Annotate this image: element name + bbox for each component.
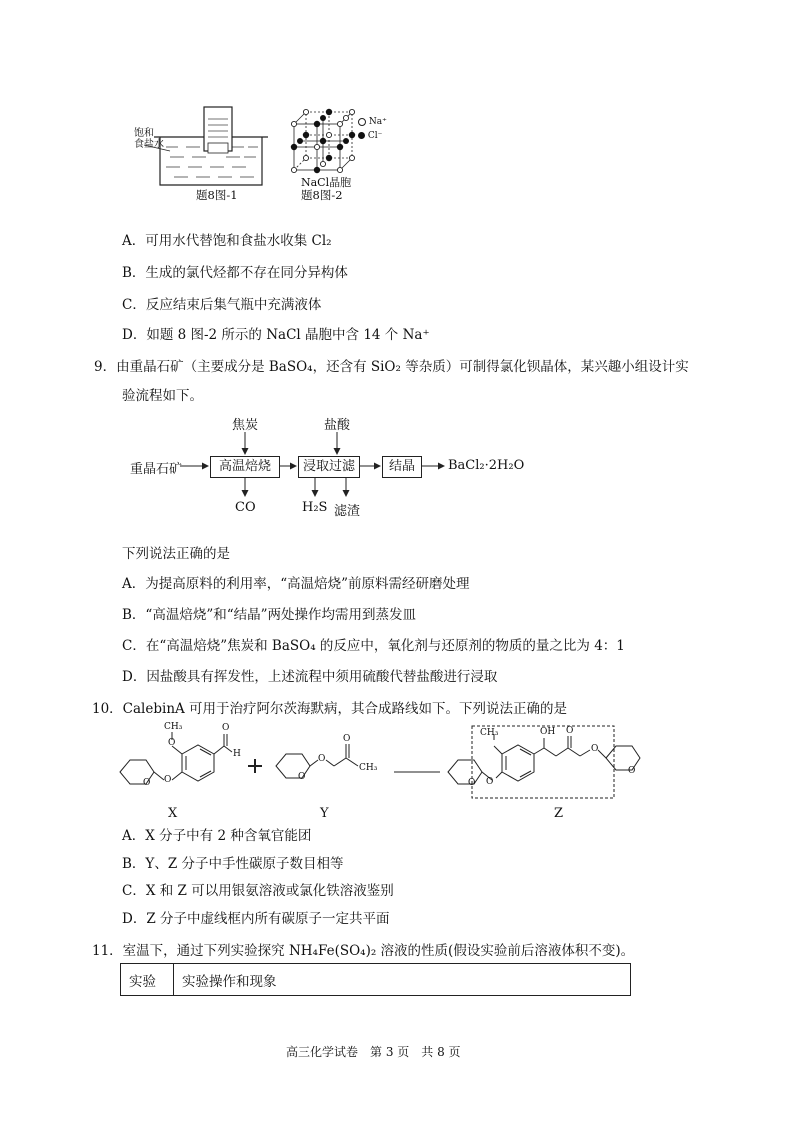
flow-output-co: CO	[235, 500, 256, 515]
cl-marker-icon	[358, 132, 365, 139]
flow-start: 重晶石矿	[130, 462, 183, 477]
q8-option-b: B．生成的氯代烃都不存在同分异构体	[122, 265, 348, 281]
z-ether2-o: O	[591, 744, 599, 754]
z-ketone-o: O	[566, 726, 574, 736]
legend-cl	[358, 131, 382, 141]
q10-stem: 10．CalebinA 可用于治疗阿尔茨海默病，其合成路线如下。下列说法正确的是	[92, 701, 568, 717]
flow-step-roast: 高温焙烧	[210, 456, 280, 478]
q9-option-c: C．在“高温焙烧”焦炭和 BaSO₄ 的反应中，氧化剂与还原剂的物质的量之比为 4：1	[122, 638, 625, 654]
q9-stem-line1: 9．由重晶石矿（主要成分是 BaSO₄，还含有 SiO₂ 等杂质）可制得氯化钡晶体，某兴趣小组设计实	[94, 359, 689, 375]
brine-label-line1: 饱和	[134, 128, 154, 139]
compound-z-label: Z	[554, 806, 564, 821]
nacl-unit-cell	[288, 106, 358, 176]
q10-option-c: C．X 和 Z 可以用银氨溶液或氯化铁溶液鉴别	[122, 883, 394, 899]
cl-legend-label: Cl⁻	[367, 131, 383, 141]
z-ether-o: O	[486, 777, 494, 787]
fig8-1-label	[134, 128, 164, 150]
x-aldehyde-h: H	[233, 749, 241, 759]
q9-option-b: B．“高温焙烧”和“结晶”两处操作均需用到蒸发皿	[122, 607, 417, 623]
table-header-procedure: 实验操作和现象	[174, 964, 631, 996]
flow-step-leach: 浸取过滤	[298, 456, 360, 478]
flow-product: BaCl₂·2H₂O	[448, 458, 525, 473]
fig8-1-apparatus	[130, 105, 270, 195]
y-ether-o: O	[318, 754, 326, 764]
compound-x-label: X	[168, 806, 178, 821]
q8-option-a: A．可用水代替饱和食盐水收集 Cl₂	[122, 233, 332, 249]
fig8-1-caption: 题8图-1	[196, 188, 238, 202]
q10-option-d: D．Z 分子中虚线框内所有碳原子一定共平面	[122, 911, 390, 927]
flow-step-crystallize: 结晶	[382, 456, 422, 478]
na-marker-icon	[358, 118, 366, 126]
y-ring-o: O	[298, 772, 306, 782]
z-ring2-o: O	[628, 766, 636, 776]
z-hydroxyl: OH	[540, 727, 556, 737]
q9-stem-line2: 验流程如下。	[122, 388, 203, 404]
flow-input-coke: 焦炭	[232, 418, 259, 433]
x-ether-o: O	[164, 775, 172, 785]
brine-label-line2: 食盐水	[134, 139, 164, 150]
fig8-2-caption: 题8图-2	[301, 188, 343, 202]
x-methoxy-label: CH₃	[164, 722, 183, 732]
q9-flow-diagram	[130, 414, 550, 520]
y-ketone-o: O	[343, 734, 351, 744]
na-legend-label: Na⁺	[368, 117, 387, 127]
x-aldehyde-o: O	[222, 723, 230, 733]
q10-option-b: B．Y、Z 分子中手性碳原子数目相等	[122, 856, 344, 872]
y-methyl: CH₃	[359, 763, 378, 773]
q9-option-d: D．因盐酸具有挥发性，上述流程中须用硫酸代替盐酸进行浸取	[122, 669, 498, 685]
flow-output-h2s: H₂S	[302, 500, 328, 515]
legend-na	[358, 117, 387, 127]
q9-question: 下列说法正确的是	[122, 546, 230, 562]
q8-option-c: C．反应结束后集气瓶中充满液体	[122, 297, 322, 313]
q9-option-a: A．为提高原料的利用率，“高温焙烧”前原料需经研磨处理	[122, 576, 470, 592]
q11-stem: 11．室温下，通过下列实验探究 NH₄Fe(SO₄)₂ 溶液的性质(假设实验前后溶液体积不变)。	[92, 943, 635, 959]
q10-reaction-scheme	[110, 722, 650, 826]
table-header-experiment: 实验	[121, 964, 174, 996]
page-footer: 高三化学试卷 第 3 页 共 8 页	[286, 1045, 461, 1059]
q11-experiment-table	[120, 963, 631, 996]
x-methoxy-o: O	[168, 738, 176, 748]
q10-option-a: A．X 分子中有 2 种含氧官能团	[122, 828, 312, 844]
table-header-row	[121, 964, 631, 996]
q8-option-d: D．如题 8 图-2 所示的 NaCl 晶胞中含 14 个 Na⁺	[122, 327, 430, 343]
x-ring-o: O	[143, 778, 151, 788]
compound-y-label: Y	[320, 806, 329, 821]
z-ring-o: O	[468, 778, 476, 788]
nacl-cell-name: NaCl晶胞	[301, 176, 352, 189]
flow-input-hcl: 盐酸	[324, 418, 351, 433]
flow-output-residue: 滤渣	[334, 504, 361, 519]
z-methoxy-label: CH₃	[480, 728, 499, 738]
